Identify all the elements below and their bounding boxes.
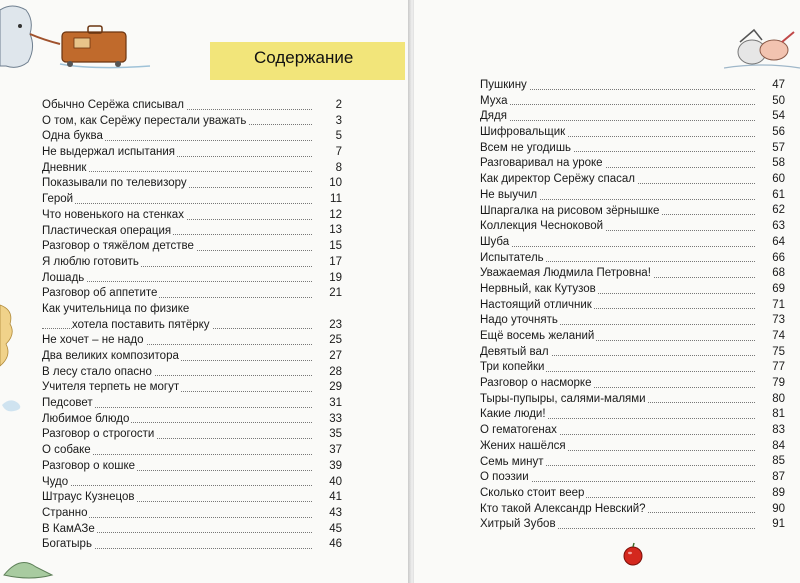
entry-page-number: 37 — [327, 443, 342, 459]
entry-title: Дневник — [42, 161, 87, 174]
entry-page-number: 10 — [327, 176, 342, 192]
entry-page-number: 21 — [327, 286, 342, 302]
toc-right-entry — [480, 109, 785, 125]
toc-right-entry — [480, 251, 785, 267]
entry-page-number: 29 — [327, 380, 342, 396]
entry-title: Любимое блюдо — [42, 412, 130, 425]
toc-left-entry — [42, 427, 342, 443]
entry-page-number: 77 — [770, 360, 785, 376]
toc-right-entry — [480, 235, 785, 251]
toc-left-entry — [42, 380, 342, 396]
toc-right-entry — [480, 282, 785, 298]
toc-right-entry — [480, 298, 785, 314]
entry-page-number: 7 — [334, 145, 342, 161]
entry-title: Сколько стоит веер — [480, 486, 585, 499]
toc-right-entry — [480, 392, 785, 408]
dot-leader — [480, 120, 755, 121]
toc-right-column — [480, 78, 785, 533]
entry-title: Ещё восемь желаний — [480, 330, 595, 342]
entry-page-number: 15 — [327, 239, 342, 255]
toc-right-entry — [480, 266, 785, 282]
entry-page-number: 66 — [770, 251, 785, 267]
entry-page-number: 5 — [334, 129, 342, 145]
toc-right-entry — [480, 455, 785, 471]
entry-page-number: 12 — [327, 208, 342, 224]
entry-page-number: 64 — [770, 235, 785, 251]
entry-page-number: 61 — [770, 188, 785, 204]
toc-right-entry — [480, 313, 785, 329]
entry-page-number: 2 — [334, 98, 342, 114]
toc-right-entry — [480, 329, 785, 345]
entry-title: Разговор о строгости — [42, 428, 155, 441]
entry-title: Разговор о кошке — [42, 459, 136, 472]
entry-page-number: 46 — [327, 537, 342, 553]
entry-title: Кто такой Александр Невский? — [480, 502, 646, 515]
entry-title: Показывали по телевизору — [42, 177, 187, 190]
toc-right-entry — [480, 125, 785, 141]
entry-page-number: 79 — [770, 376, 785, 392]
entry-page-number: 50 — [770, 94, 785, 110]
entry-page-number: 27 — [327, 349, 342, 365]
entry-title: Пушкину — [480, 79, 527, 91]
entry-title: Разговор о тяжёлом детстве — [42, 240, 194, 253]
entry-title: Герой — [42, 193, 74, 206]
entry-page-number: 83 — [770, 423, 785, 439]
entry-title: Чудо — [42, 475, 69, 488]
entry-page-number: 90 — [770, 502, 785, 518]
entry-title: В КамАЗе — [42, 522, 95, 535]
entry-title: Обычно Серёжа списывал — [42, 99, 185, 111]
toc-right-entry — [480, 78, 785, 94]
entry-title: Штраус Кузнецов — [42, 491, 135, 504]
entry-title: О поэзии — [480, 471, 529, 484]
toc-right-entry — [480, 423, 785, 439]
entry-page-number: 31 — [327, 396, 342, 412]
toc-left-column — [42, 98, 342, 553]
entry-title: Одна буква — [42, 130, 103, 143]
dog-with-suitcase-illustration — [0, 0, 165, 80]
entry-title: Как директор Серёжу спасал — [480, 173, 636, 186]
toc-left-entry — [42, 537, 342, 553]
entry-page-number: 91 — [770, 517, 785, 533]
entry-title: Разговор об аппетите — [42, 287, 158, 300]
entry-page-number: 8 — [334, 161, 342, 177]
entry-page-number: 13 — [327, 223, 342, 239]
toc-right-entry — [480, 376, 785, 392]
entry-page-number: 33 — [327, 412, 342, 428]
entry-title: Три копейки — [480, 361, 545, 374]
toc-left-entry — [42, 129, 342, 145]
entry-title: Что новенького на стенках — [42, 208, 184, 221]
bundle-illustration — [724, 22, 800, 72]
entry-title: Разговаривал на уроке — [480, 157, 603, 170]
toc-left-entry — [42, 475, 342, 491]
entry-page-number: 40 — [327, 475, 342, 491]
entry-title: Учителя терпеть не могут — [42, 381, 180, 394]
entry-title: Муха — [480, 94, 508, 107]
toc-right-entry — [480, 407, 785, 423]
toc-right-entry — [480, 470, 785, 486]
entry-page-number: 3 — [334, 114, 342, 130]
toc-right-entry — [480, 345, 785, 361]
entry-page-number: 62 — [770, 203, 785, 219]
toc-left-entry — [42, 286, 342, 302]
toc-left-entry — [42, 302, 342, 333]
entry-page-number: 11 — [328, 192, 342, 208]
entry-title: Тыры-пупыры, салями-малями — [480, 392, 646, 405]
toc-right-entry — [480, 439, 785, 455]
entry-title: Испытатель — [480, 251, 544, 264]
entry-title: Как учительница по физике — [42, 302, 190, 315]
entry-page-number: 45 — [327, 522, 342, 538]
toc-left-entry — [42, 412, 342, 428]
entry-page-number: 63 — [770, 219, 785, 235]
toc-left-entry — [42, 349, 342, 365]
toc-right-entry — [480, 172, 785, 188]
entry-title: Не выдержал испытания — [42, 146, 175, 159]
blue-splash-illustration — [0, 395, 26, 415]
entry-page-number: 57 — [770, 141, 785, 157]
entry-page-number: 84 — [770, 439, 785, 455]
entry-title-continuation: хотела поставить пятёрку — [72, 318, 210, 331]
entry-page-number: 41 — [327, 490, 342, 506]
entry-title: Жених нашёлся — [480, 439, 566, 452]
toc-left-entry — [42, 271, 342, 287]
entry-title: Настоящий отличник — [480, 298, 592, 311]
entry-page-number: 25 — [327, 333, 342, 349]
entry-page-number: 35 — [327, 427, 342, 443]
entry-page-number: 74 — [770, 329, 785, 345]
toc-left-entry — [42, 333, 342, 349]
entry-title: Педсовет — [42, 397, 93, 410]
entry-title: Хитрый Зубов — [480, 518, 556, 531]
entry-title: Надо уточнять — [480, 314, 558, 327]
entry-title: О том, как Серёжу перестали уважать — [42, 114, 247, 127]
entry-page-number: 69 — [770, 282, 785, 298]
entry-page-number: 39 — [327, 459, 342, 475]
toc-left-entry — [42, 145, 342, 161]
toc-left-entry — [42, 208, 342, 224]
entry-page-number: 60 — [770, 172, 785, 188]
toc-left-entry — [42, 255, 342, 271]
toc-right-entry — [480, 156, 785, 172]
entry-title: Шпаргалка на рисовом зёрнышке — [480, 204, 660, 217]
entry-title: Всем не угодишь — [480, 141, 572, 154]
entry-title: Странно — [42, 506, 88, 519]
flower-illustration — [0, 300, 20, 370]
entry-title: Шифровальщик — [480, 126, 566, 139]
entry-title: В лесу стало опасно — [42, 365, 152, 378]
entry-page-number: 43 — [327, 506, 342, 522]
toc-right-entry — [480, 360, 785, 376]
entry-page-number: 75 — [770, 345, 785, 361]
toc-left-entry — [42, 114, 342, 130]
toc-left-entry — [42, 239, 342, 255]
toc-right-entry — [480, 502, 785, 518]
entry-title: Не выучил — [480, 188, 538, 201]
entry-page-number: 17 — [327, 255, 342, 271]
toc-right-entry — [480, 486, 785, 502]
apple-icon — [620, 542, 646, 566]
entry-title: Уважаемая Людмила Петровна! — [480, 267, 651, 280]
page-title: Содержание — [254, 48, 354, 67]
toc-left-entry — [42, 443, 342, 459]
entry-title: Дядя — [480, 110, 507, 123]
entry-title: Я люблю готовить — [42, 255, 139, 268]
entry-title: Лошадь — [42, 271, 85, 284]
entry-page-number: 19 — [327, 271, 342, 287]
toc-left-entry — [42, 522, 342, 538]
entry-title: Не хочет – не надо — [42, 334, 144, 347]
toc-right-entry — [480, 219, 785, 235]
toc-right-entry — [480, 141, 785, 157]
entry-title: Нервный, как Кутузов — [480, 282, 596, 295]
toc-right-entry — [480, 94, 785, 110]
toc-left-entry — [42, 365, 342, 381]
entry-title: Какие люди! — [480, 408, 546, 421]
entry-page-number: 73 — [770, 313, 785, 329]
entry-title: Разговор о насморке — [480, 377, 592, 390]
entry-page-number: 23 — [327, 318, 342, 334]
toc-left-entry — [42, 490, 342, 506]
entry-title: Коллекция Чесноковой — [480, 220, 604, 233]
entry-title: Два великих композитора — [42, 350, 179, 363]
entry-page-number: 85 — [770, 454, 785, 470]
entry-page-number: 68 — [770, 266, 785, 282]
toc-right-entry — [480, 517, 785, 533]
toc-left-entry — [42, 506, 342, 522]
entry-title: Девятый вал — [480, 345, 549, 358]
toc-right-entry — [480, 188, 785, 204]
entry-page-number: 58 — [770, 156, 785, 172]
toc-left-entry — [42, 176, 342, 192]
entry-title: Шуба — [480, 235, 510, 248]
entry-page-number: 56 — [770, 125, 785, 141]
entry-page-number: 71 — [770, 298, 785, 314]
dot-leader — [42, 203, 312, 204]
entry-page-number: 87 — [770, 470, 785, 486]
dot-leader — [480, 104, 755, 105]
entry-title: Богатырь — [42, 538, 92, 551]
entry-page-number: 89 — [770, 486, 785, 502]
toc-left-entry — [42, 98, 342, 114]
toc-left-entry — [42, 224, 342, 240]
entry-title: Пластическая операция — [42, 224, 172, 237]
entry-page-number: 81 — [770, 407, 785, 423]
entry-page-number: 28 — [327, 365, 342, 381]
entry-title: О собаке — [42, 444, 91, 457]
entry-page-number: 80 — [770, 392, 785, 408]
toc-left-entry — [42, 459, 342, 475]
toc-left-entry — [42, 161, 342, 177]
toc-left-entry — [42, 192, 342, 208]
entry-page-number: 54 — [770, 109, 785, 125]
dot-leader — [480, 246, 755, 247]
entry-page-number: 47 — [770, 78, 785, 94]
entry-title: Семь минут — [480, 455, 544, 468]
dot-leader — [42, 485, 312, 486]
toc-left-entry — [42, 396, 342, 412]
entry-title: О гематогенах — [480, 424, 557, 437]
toc-right-entry — [480, 204, 785, 220]
